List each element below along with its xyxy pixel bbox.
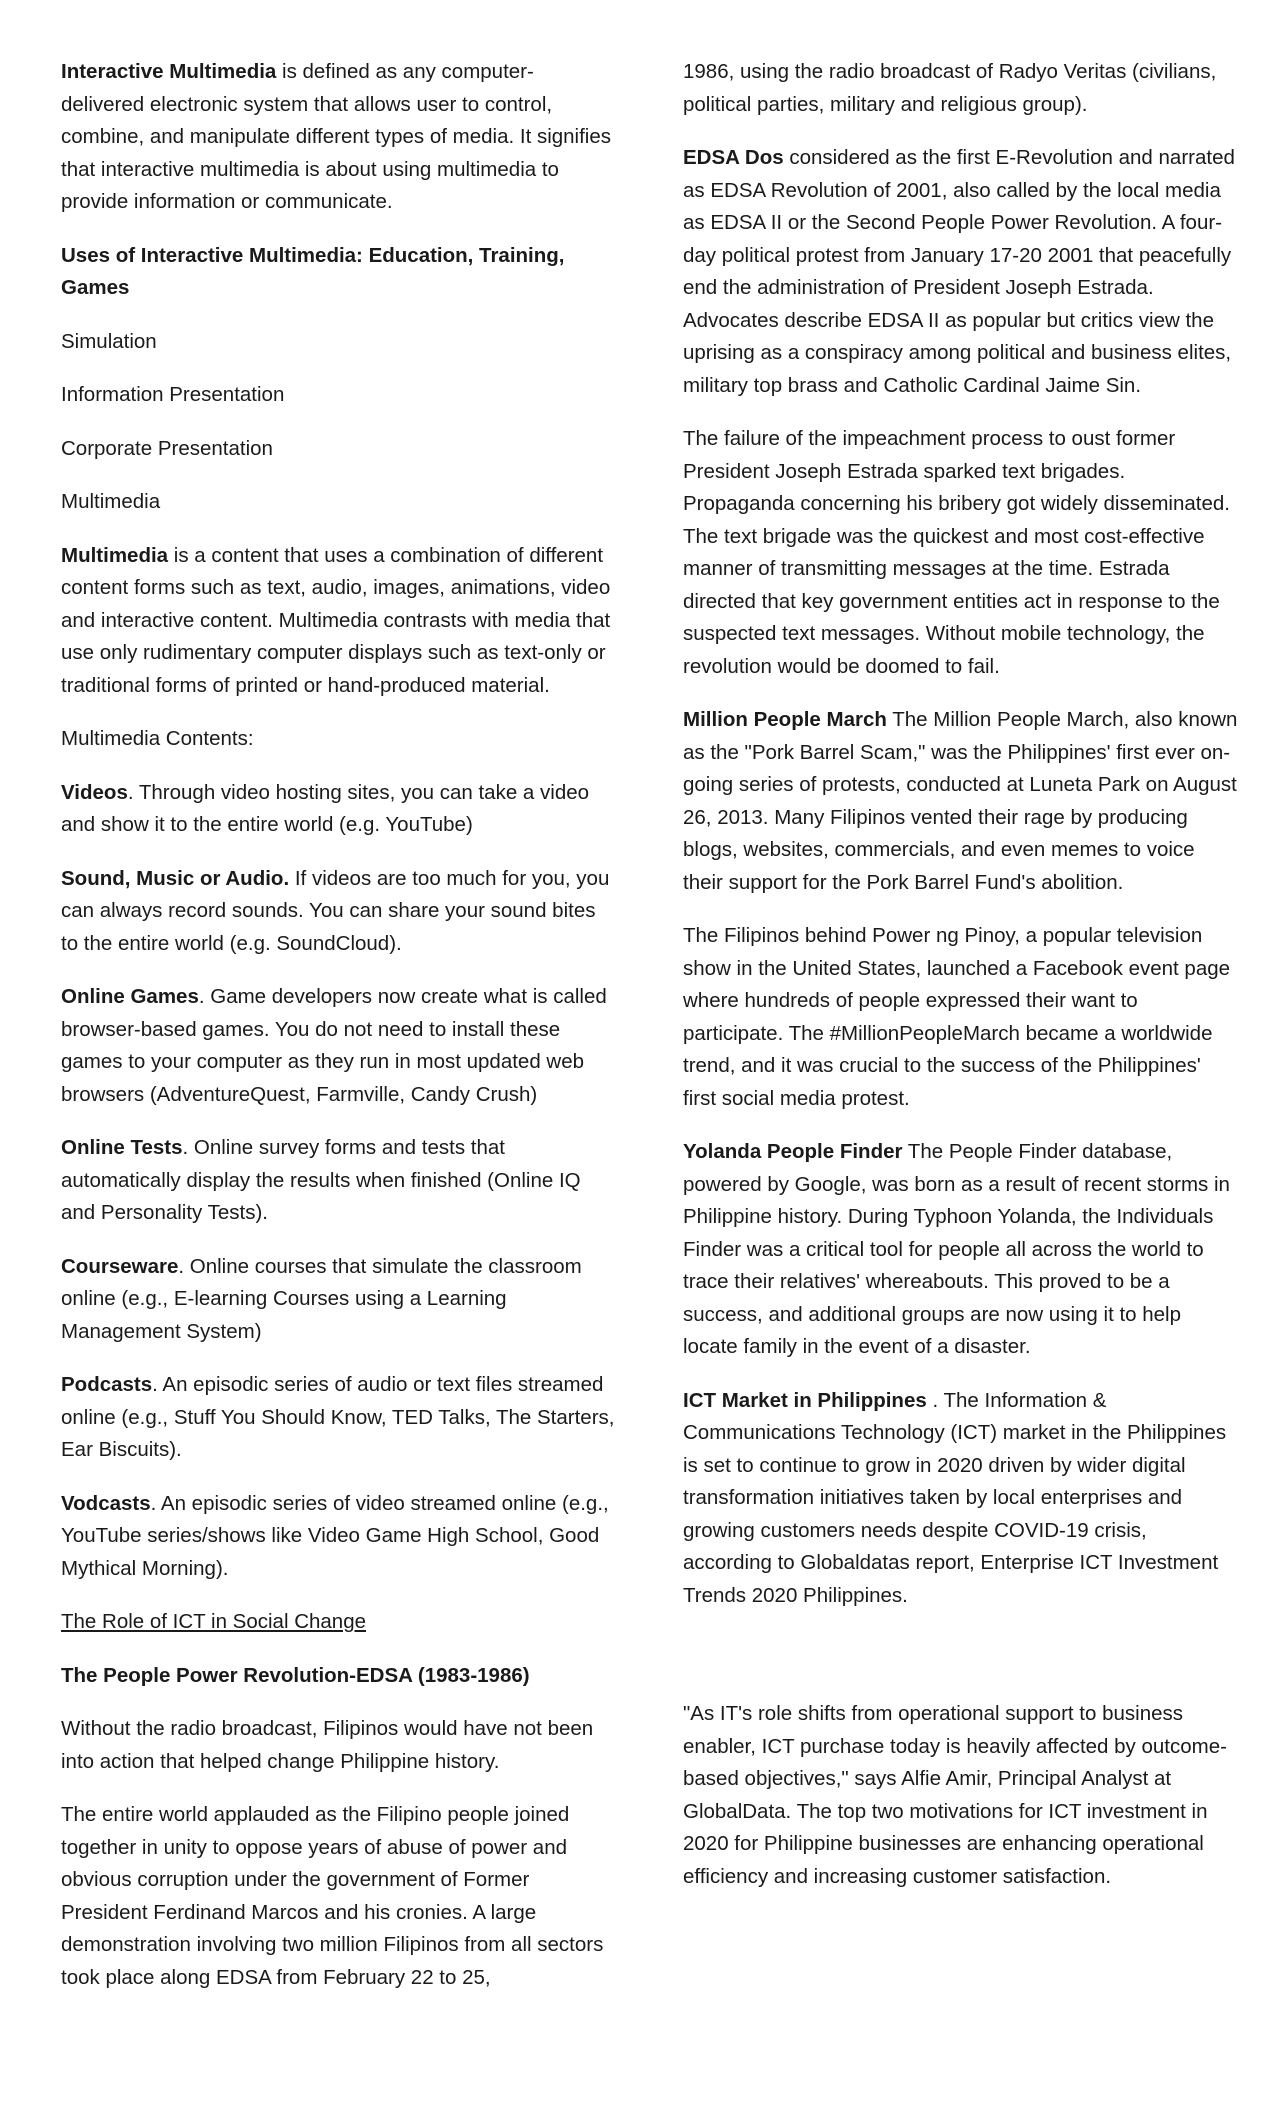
- role-of-ict-heading: The Role of ICT in Social Change: [61, 1610, 367, 1633]
- content-item-vodcasts: Vodcasts. An episodic series of video streamed online (e.g., YouTube series/shows like Video Game High School, Good Mythical Morning).: [61, 1491, 609, 1580]
- edsa-paragraph-2: The entire world applauded as the Filipino people joined together in unity to oppose years of abuse of power and obvious corruption under the government of Former President Ferdinand Marcos and his cronies. A large demonstration involving two million Filipinos from all sectors took place along EDSA from February 22 to 25,: [61, 1803, 604, 1989]
- content-item-audio: Sound, Music or Audio. If videos are too much for you, you can always record sounds. You can share your sound bites to the entire world (e.g. SoundCloud).: [61, 866, 610, 955]
- content-item-online-games: Online Games. Game developers now create what is called browser-based games. You do not need to install these games to your computer as they run in most updated web browsers (AdventureQuest, Farmville, Candy Crush): [61, 985, 607, 1106]
- ict-market-paragraph: ICT Market in Philippines . The Information & Communications Technology (ICT) market in the Philippines is set to continue to grow in 2020 driven by wider digital transformation initiatives taken by local enterprises and growing customers needs despite COVID-19 crisis, according to Globaldatas report, Enterprise ICT Investment Trends 2020 Philippines.: [683, 1388, 1227, 1607]
- content-item-courseware: Courseware. Online courses that simulate the classroom online (e.g., E-learning Courses using a Learning Management System): [61, 1254, 582, 1343]
- multimedia-contents-label: Multimedia Contents:: [61, 727, 254, 750]
- impeachment-paragraph: The failure of the impeachment process to oust former President Joseph Estrada sparked text brigades. Propaganda concerning his bribery got widely disseminated. The text brigade was the quickest and most cost-effective manner of transmitting messages at the time. Estrada directed that key government entities act in response to the suspected text messages. Without mobile technology, the revolution would be doomed to fail.: [683, 427, 1230, 678]
- edsa-dos-paragraph: EDSA Dos considered as the first E-Revolution and narrated as EDSA Revolution of 2001, also called by the local media as EDSA II or the Second People Power Revolution. A four-day political protest from January 17-20 2001 that peacefully end the administration of President Joseph Estrada. Advocates describe EDSA II as popular but critics view the uprising as a conspiracy among political and business elites, military top brass and Catholic Cardinal Jaime Sin.: [683, 146, 1235, 397]
- edsa-continued-paragraph: 1986, using the radio broadcast of Radyo Veritas (civilians, political parties, military and religious group).: [683, 60, 1217, 116]
- uses-item: Information Presentation: [61, 383, 285, 406]
- uses-heading: Uses of Interactive Multimedia: Education, Training, Games: [61, 243, 565, 299]
- yolanda-paragraph: Yolanda People Finder The People Finder database, powered by Google, was born as a result of recent storms in Philippine history. During Typhoon Yolanda, the Individuals Finder was a critical tool for people all across the world to trace their relatives' whereabouts. This proved to be a success, and additional groups are now using it to help locate family in the event of a disaster.: [683, 1140, 1230, 1358]
- content-item-videos: Videos. Through video hosting sites, you can take a video and show it to the entire world (e.g. YouTube): [61, 780, 590, 836]
- right-column: [683, 56, 1238, 1914]
- uses-item: Simulation: [61, 329, 157, 353]
- uses-item: Multimedia: [61, 490, 161, 513]
- interactive-multimedia-paragraph: Interactive Multimedia is defined as any computer-delivered electronic system that allows user to control, combine, and manipulate different types of media. It signifies that interactive multimedia is about using multimedia to provide information or communicate.: [61, 60, 612, 213]
- edsa-heading: The People Power Revolution-EDSA (1983-1986): [61, 1663, 530, 1687]
- content-item-online-tests: Online Tests. Online survey forms and tests that automatically display the results when finished (Online IQ and Personality Tests).: [61, 1136, 581, 1224]
- globaldata-quote-paragraph: "As IT's role shifts from operational support to business enabler, ICT purchase today is heavily affected by outcome-based objectives," says Alfie Amir, Principal Analyst at GlobalData. The top two motivations for ICT investment in 2020 for Philippine businesses are enhancing operational efficiency and increasing customer satisfaction.: [683, 1702, 1227, 1888]
- edsa-paragraph-1: Without the radio broadcast, Filipinos would have not been into action that helped change Philippine history.: [61, 1717, 594, 1773]
- term: Interactive Multimedia: [61, 60, 277, 83]
- million-people-march-paragraph: Million People March The Million People March, also known as the "Pork Barrel Scam," was the Philippines' first ever on-going series of protests, conducted at Luneta Park on August 26, 2013. Many Filipinos vented their rage by producing blogs, websites, commercials, and even memes to voice their support for the Pork Barrel Fund's abolition.: [683, 708, 1238, 894]
- left-column: [61, 56, 616, 2015]
- blank-space: [683, 1633, 1238, 1698]
- multimedia-definition: Multimedia is a content that uses a combination of different content forms such as text, audio, images, animations, video and interactive content. Multimedia contrasts with media that use only rudimentary computer displays such as text-only or traditional forms of printed or hand-produced material.: [61, 543, 611, 697]
- content-item-podcasts: Podcasts. An episodic series of audio or text files streamed online (e.g., Stuff You Should Know, TED Talks, The Starters, Ear Biscuits).: [61, 1373, 615, 1461]
- term: Multimedia: [61, 543, 169, 567]
- uses-item: Corporate Presentation: [61, 436, 273, 460]
- power-ng-pinoy-paragraph: The Filipinos behind Power ng Pinoy, a popular television show in the United States, launched a Facebook event page where hundreds of people expressed their want to participate. The #MillionPeopleMarch became a worldwide trend, and it was crucial to the success of the Philippines' first social media protest.: [683, 924, 1231, 1110]
